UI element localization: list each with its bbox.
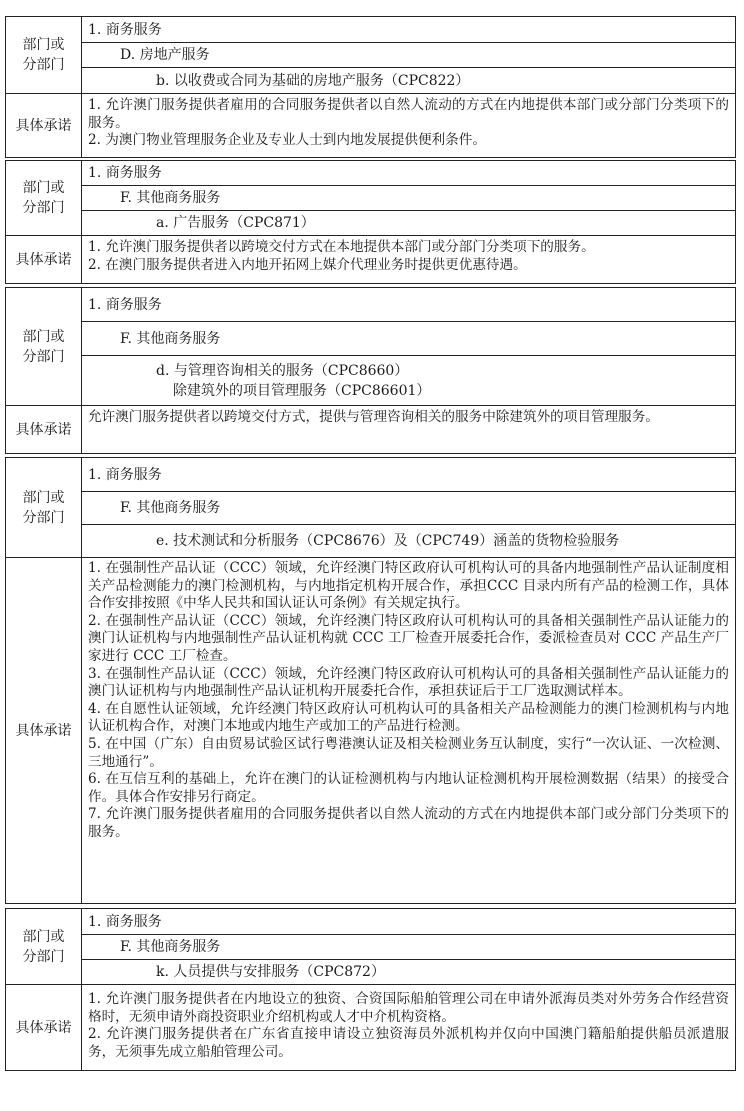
sector-label	[6, 17, 82, 93]
sector-cell	[82, 161, 735, 235]
sector-level2: F. 其他商务服务	[82, 491, 735, 524]
sector-level3-line: 除建筑外的项目管理服务（CPC86601）	[173, 382, 431, 399]
sector-label-line1: 部门或	[22, 489, 65, 506]
commitment-item: 2. 在澳门服务提供者进入内地开拓网上媒介代理业务时提供更优惠待遇。	[88, 256, 527, 273]
commitment-block-4	[5, 457, 736, 904]
sector-level1: 1. 商务服务	[88, 296, 162, 313]
commitment-item: 1. 在强制性产品认证（CCC）领域，允许经澳门特区政府认可机构认可的具备内地强制性产品认证制度相关产品检测能力的澳门检测机构，与内地指定机构开展合作，承担CCC 目录内所有产品的检测工作，具体合作安排按照《中华人民共和国认证认可条例》有关规定执行。	[88, 560, 729, 612]
commitment-label: 具体承诺	[6, 405, 82, 453]
sector-cell	[82, 458, 735, 557]
commitment-item: 6. 在互信互利的基础上，允许在澳门的认证检测机构与内地认证检测机构开展检测数据（结果）的接受合作。具体合作安排另行商定。	[88, 771, 729, 805]
sector-level3-lines	[156, 361, 430, 401]
sector-label-line2: 分部门	[22, 200, 65, 216]
sector-label-line1: 部门或	[22, 180, 65, 196]
sector-cell	[82, 288, 735, 405]
sector-level1: 1. 商务服务	[88, 21, 162, 38]
commitment-item: 2. 允许澳门服务提供者在广东省直接申请设立独资海员外派机构并仅向中国澳门籍船舶提供船员派遣服务，无须事先成立船舶管理公司。	[88, 1026, 729, 1060]
commitment-cell	[82, 93, 735, 157]
commitment-item: 2. 为澳门物业管理服务企业及专业人士到内地发展提供便利条件。	[88, 132, 486, 149]
commitment-cell	[82, 405, 735, 453]
commitment-label: 具体承诺	[6, 235, 82, 283]
sector-level3-line: d. 与管理咨询相关的服务（CPC8660）	[156, 362, 409, 379]
commitment-item: 5. 在中国（广东）自由贸易试验区试行粤港澳认证及相关检测业务互认制度，实行“一次认证、一次检测、三地通行”。	[88, 735, 729, 770]
commitment-label: 具体承诺	[6, 557, 82, 903]
sector-label-line1: 部门或	[22, 928, 65, 945]
sector-level3: e. 技术测试和分析服务（CPC8676）及（CPC749）涵盖的货物检验服务	[82, 524, 735, 557]
commitment-label: 具体承诺	[6, 93, 82, 157]
sector-label	[6, 458, 82, 557]
sector-label	[6, 288, 82, 405]
commitment-item: 2. 在强制性产品认证（CCC）领域，允许经澳门特区政府认可机构认可的具备相关强制性产品认证能力的澳门认证机构与内地强制性产品认证机构就 CCC 工厂检查开展委托合作，委派检查员对 CCC 产品生产厂家进行 CCC 工厂检查。	[88, 612, 729, 664]
commitment-block-2	[5, 160, 736, 284]
commitment-item: 1. 允许澳门服务提供者以跨境交付方式在本地提供本部门或分部门分类项下的服务。	[88, 239, 595, 255]
sector-label-line2: 分部门	[22, 509, 65, 526]
sector-label-line1: 部门或	[22, 328, 65, 345]
commitment-item: 7. 允许澳门服务提供者雇用的合同服务提供者以自然人流动的方式在内地提供本部门或分部门分类项下的服务。	[88, 806, 729, 840]
sector-cell	[82, 909, 735, 984]
commitment-item: 3. 在强制性产品认证（CCC）领域，允许经澳门特区政府认可机构认可的具备相关强制性产品认证能力的澳门认证机构与内地强制性产品认证机构开展委托合作，承担获证后于工厂选取测试样本。	[88, 665, 729, 700]
sector-level1: 1. 商务服务	[88, 466, 162, 483]
sector-level3: k. 人员提供与安排服务（CPC872）	[82, 959, 735, 984]
commitment-item: 4. 在自愿性认证领域，允许经澳门特区政府认可机构认可的具备相关产品检测能力的澳门检测机构与内地认证机构合作，对澳门本地或内地生产或加工的产品进行检测。	[88, 700, 729, 735]
sector-level1: 1. 商务服务	[88, 165, 162, 181]
commitment-block-5	[5, 908, 736, 1071]
sector-level2: F. 其他商务服务	[82, 934, 735, 959]
commitment-item: 1. 允许澳门服务提供者雇用的合同服务提供者以自然人流动的方式在内地提供本部门或分部门分类项下的服务。	[88, 97, 729, 131]
sector-level3: a. 广告服务（CPC871）	[82, 210, 735, 235]
commitment-item: 1. 允许澳门服务提供者在内地设立的独资、合资国际船舶管理公司在申请外派海员类对外劳务合作经营资格时，无须申请外商投资职业介绍机构或人才中介机构资格。	[88, 991, 729, 1025]
commitment-block-3	[5, 287, 736, 454]
commitment-cell	[82, 235, 735, 283]
sector-label-line2: 分部门	[22, 948, 65, 965]
sector-level3: b. 以收费或合同为基础的房地产服务（CPC822）	[82, 67, 735, 93]
sector-label	[6, 161, 82, 235]
sector-level2: D. 房地产服务	[82, 42, 735, 67]
commitment-block-1	[5, 16, 736, 158]
sector-cell	[82, 17, 735, 93]
sector-level2: F. 其他商务服务	[82, 185, 735, 210]
commitment-cell	[82, 557, 735, 903]
sector-level3	[82, 355, 735, 405]
sector-label-line2: 分部门	[22, 57, 65, 73]
commitment-cell	[82, 984, 735, 1070]
sector-level2: F. 其他商务服务	[82, 321, 735, 355]
commitment-label: 具体承诺	[6, 984, 82, 1070]
sector-label	[6, 909, 82, 984]
sector-label-line1: 部门或	[22, 37, 65, 53]
sector-level1: 1. 商务服务	[88, 913, 162, 930]
sector-label-line2: 分部门	[22, 348, 65, 365]
commitment-item: 允许澳门服务提供者以跨境交付方式，提供与管理咨询相关的服务中除建筑外的项目管理服务。	[88, 409, 659, 425]
